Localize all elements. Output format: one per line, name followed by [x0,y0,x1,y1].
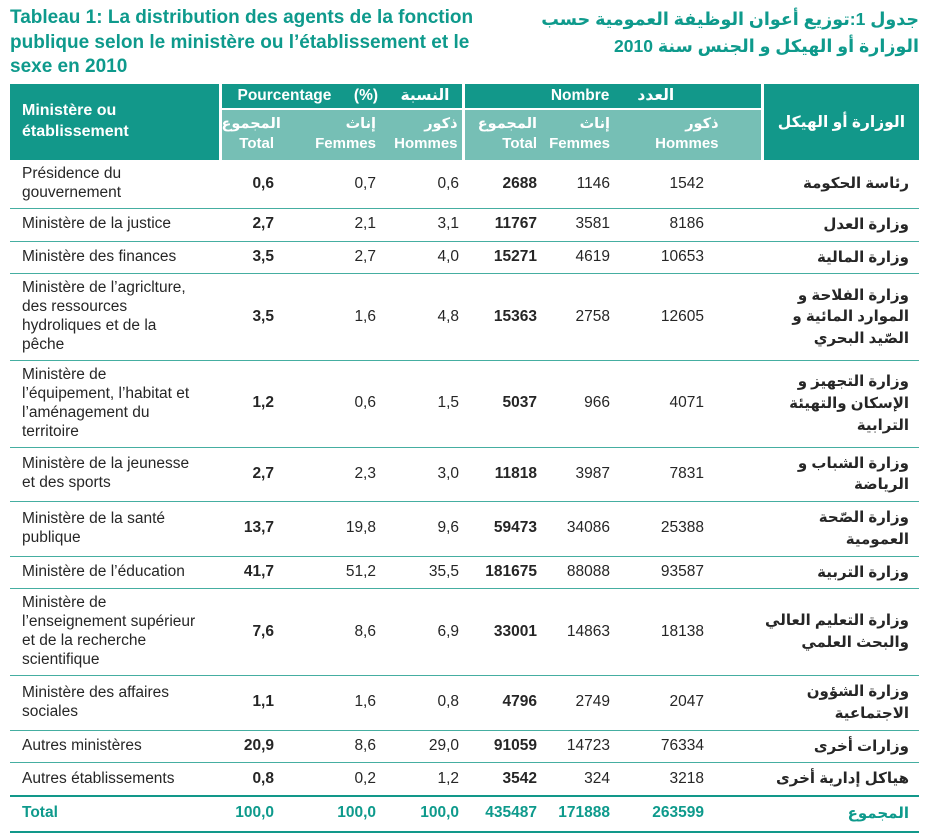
cell-nb-hommes: 2047 [669,693,705,711]
percentage-label-fr: Pourcentage [237,86,332,104]
cell-pct-total: 1,2 [252,394,274,412]
cell-pct-total: 100,0 [235,804,274,822]
cell-nb-total: 4796 [502,693,538,711]
cell-nb-hommes: 76334 [660,736,705,754]
cell-pct-hommes: 29,0 [428,736,460,754]
cell-nb-hommes: 8186 [669,215,705,233]
table-row [10,589,919,676]
cell-nb-total: 181675 [485,563,538,581]
cell-nb-hommes: 93587 [660,563,705,581]
subheader-pct-total: المجموع Total [220,109,307,160]
cell-pct-femmes: 0,6 [354,394,376,412]
cell-pct-femmes: 8,6 [354,622,376,640]
cell-nb-hommes: 7831 [669,464,705,482]
subheader-pct-femmes: إناث Femmes [307,109,382,160]
cell-nb-total: 11767 [494,215,538,233]
cell-nb-total: 33001 [493,622,538,640]
subheader-pct-hommes: ذكور Hommes [382,109,463,160]
cell-nb-total: 91059 [493,736,538,754]
cell-pct-femmes: 2,3 [354,464,376,482]
cell-ministry-ar: وزارة الصّحة العمومية [818,509,910,548]
header-group-row [10,84,919,109]
table-row [10,160,919,208]
cell-nb-total: 2688 [502,174,538,192]
cell-ministry-ar: وزارة التربية [817,563,910,581]
table-row [10,208,919,241]
table-title-arabic: جدول 1:توزيع أعوان الوظيفة العمومية حسب الوزارة أو الهيكل و الجنس سنة 2010 [541,9,919,57]
cell-pct-hommes: 6,9 [437,622,460,640]
cell-nb-femmes: 4619 [575,248,611,266]
percentage-unit: (%) [353,86,379,104]
cell-ministry-fr: Autres établissements [22,769,175,787]
cell-pct-total: 0,6 [252,174,274,192]
table-header [10,84,919,160]
cell-nb-femmes: 3987 [575,464,611,482]
cell-pct-femmes: 2,1 [354,215,376,233]
cell-pct-hommes: 4,0 [437,248,460,266]
cell-nb-femmes: 2749 [575,693,611,711]
table-row [10,556,919,589]
cell-pct-total: 3,5 [252,307,274,325]
header-ministry-fr: Ministère ou établissement [10,84,220,160]
table-row [10,676,919,731]
cell-nb-femmes: 171888 [558,804,611,822]
cell-pct-femmes: 2,7 [354,248,376,266]
cell-pct-total: 13,7 [243,519,274,537]
header-group-percentage [220,84,463,109]
cell-ministry-ar: هياكل إدارية أخرى [776,770,910,788]
cell-nb-femmes: 14723 [566,736,611,754]
cell-nb-hommes: 12605 [660,307,705,325]
table-row [10,361,919,448]
header-ministry-ar: الوزارة أو الهيكل [762,84,919,160]
cell-pct-total: 3,5 [252,248,274,266]
cell-nb-total: 3542 [502,769,538,787]
cell-nb-femmes: 1146 [576,174,611,192]
cell-pct-total: 2,7 [252,215,274,233]
cell-nb-femmes: 324 [584,769,611,787]
header-group-number [463,84,762,109]
percentage-label-ar: النسبة [400,87,450,105]
cell-nb-femmes: 14863 [566,622,611,640]
cell-pct-total: 0,8 [252,769,274,787]
table-row [10,447,919,502]
cell-ministry-ar: وزارات أخرى [813,737,910,755]
cell-pct-hommes: 100,0 [420,804,460,822]
cell-pct-femmes: 51,2 [345,563,376,581]
cell-pct-femmes: 1,6 [354,307,376,325]
number-label-fr: Nombre [550,86,610,104]
table-row [10,241,919,274]
cell-ministry-ar: وزارة التعليم العالي والبحث العلمي [765,612,910,652]
table-title-french: Tableau 1: La distribution des agents de la fonction publique selon le ministère ou l’établissement et le sexe en 2010 [10,7,474,78]
cell-pct-total: 7,6 [252,622,274,640]
table-body [10,160,919,832]
cell-ministry-fr: Autres ministères [22,736,142,754]
table-row [10,730,919,763]
cell-pct-total: 20,9 [243,736,274,754]
cell-ministry-fr: Ministère de l’éducation [22,563,185,581]
distribution-table [10,84,919,833]
cell-nb-total: 15363 [493,307,538,325]
cell-ministry-fr: Présidence du gouvernement [22,165,122,201]
cell-nb-femmes: 966 [584,394,611,412]
cell-nb-hommes: 10653 [660,248,705,266]
table-row [10,274,919,361]
cell-pct-femmes: 0,7 [354,174,376,192]
cell-nb-femmes: 2758 [575,307,611,325]
cell-nb-hommes: 4071 [669,394,705,412]
title-block [10,6,919,80]
cell-ministry-ar: وزارة المالية [816,248,910,266]
total-row [10,796,919,832]
cell-pct-femmes: 19,8 [345,519,376,537]
subheader-nb-femmes: إناث Femmes [542,109,617,160]
cell-ministry-ar: وزارة العدل [823,215,910,233]
cell-nb-total: 59473 [493,519,538,537]
cell-pct-hommes: 0,8 [437,693,460,711]
cell-pct-hommes: 35,5 [428,563,460,581]
cell-pct-hommes: 4,8 [437,307,460,325]
subheader-nb-total: المجموع Total [463,109,542,160]
cell-ministry-fr: Ministère de l’équipement, l’habitat et l’aménagement du territoire [22,366,190,440]
cell-pct-femmes: 1,6 [354,693,376,711]
cell-pct-hommes: 1,2 [437,769,460,787]
cell-ministry-fr: Ministère de la justice [22,215,172,233]
cell-pct-hommes: 3,0 [437,464,460,482]
cell-ministry-ar: رئاسة الحكومة [803,175,910,193]
cell-pct-femmes: 100,0 [337,804,376,822]
cell-ministry-fr: Ministère des finances [22,248,177,266]
cell-ministry-ar: المجموع [847,805,910,822]
cell-pct-hommes: 9,6 [437,519,460,537]
cell-pct-hommes: 1,5 [437,394,460,412]
cell-nb-hommes: 1542 [669,174,705,192]
cell-pct-hommes: 3,1 [437,215,460,233]
cell-nb-total: 435487 [485,804,538,822]
cell-nb-femmes: 34086 [566,519,611,537]
cell-nb-hommes: 25388 [660,519,705,537]
cell-nb-hommes: 3218 [669,769,705,787]
cell-pct-hommes: 0,6 [437,174,460,192]
cell-ministry-ar: وزارة الفلاحة و الموارد المائية و الصّيد البحري [792,286,910,348]
cell-pct-femmes: 0,2 [354,769,376,787]
table-row [10,763,919,796]
cell-ministry-ar: وزارة الشؤون الاجتماعية [806,683,910,722]
cell-nb-femmes: 88088 [566,563,611,581]
cell-ministry-fr: Ministère de l’agriclture, des ressources hydroliques et de la pêche [22,279,186,354]
cell-nb-total: 11818 [494,464,538,482]
cell-nb-hommes: 18138 [660,622,705,640]
table-row [10,502,919,557]
cell-ministry-ar: وزارة الشباب و الرياضة [797,454,910,494]
cell-ministry-fr: Ministère de la jeunesse et des sports [22,455,190,492]
cell-pct-total: 41,7 [243,563,274,581]
subheader-nb-hommes: ذكور Hommes [617,109,762,160]
cell-pct-total: 2,7 [252,464,274,482]
cell-ministry-fr: Ministère de la santé publique [22,509,166,546]
number-label-ar: العدد [637,87,675,105]
cell-nb-total: 5037 [502,394,538,412]
cell-nb-femmes: 3581 [575,215,611,233]
cell-pct-total: 1,1 [252,693,274,711]
cell-ministry-fr: Ministère de l’enseignement supérieur et de la recherche scientifique [22,594,196,669]
cell-nb-hommes: 263599 [652,804,705,822]
cell-ministry-fr: Total [22,804,58,822]
cell-ministry-ar: وزارة التجهيز و الإسكان والتهيئة الترابية [789,373,910,434]
cell-ministry-fr: Ministère des affaires sociales [22,683,170,720]
cell-nb-total: 15271 [493,248,538,266]
cell-pct-femmes: 8,6 [354,736,376,754]
